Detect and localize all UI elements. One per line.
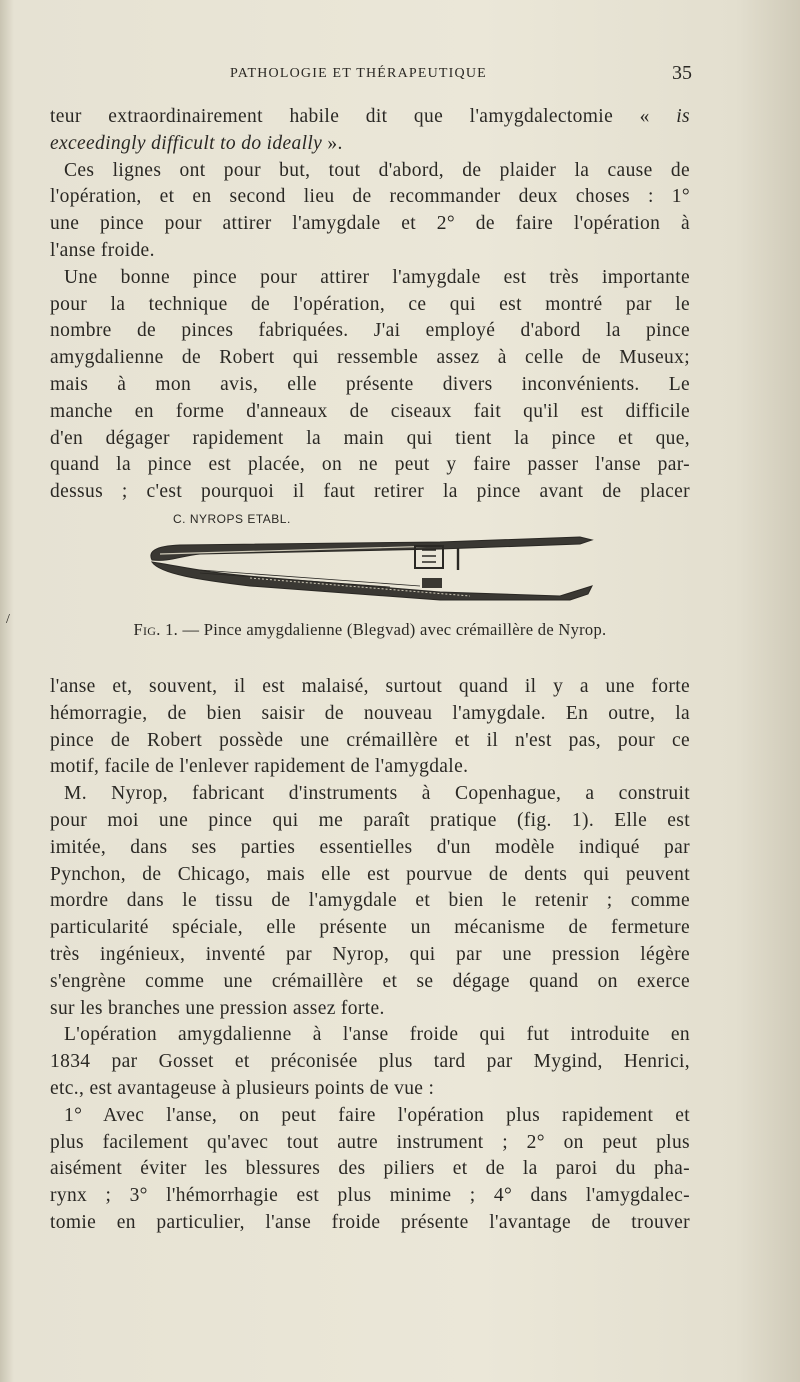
engraver-label: C. NYROPS ETABL. [173, 512, 291, 526]
text-line [50, 345, 690, 372]
text-line [50, 1022, 690, 1049]
text-line [50, 265, 690, 292]
text-run: Pynchon, de Chicago, mais elle est pourvue de dents qui peuvent [50, 863, 690, 885]
text-run: manche en forme d'anneaux de ciseaux fait qu'il est difficile [50, 400, 690, 422]
text-run: plus facilement qu'avec tout autre instrument ; 2° on peut plus [50, 1131, 690, 1153]
text-run: l'opération, et en second lieu de recommander deux choses : 1° [50, 186, 690, 208]
text-run: 1° Avec l'anse, on peut faire l'opération plus rapidement et [64, 1104, 690, 1126]
text-line [50, 1076, 690, 1103]
text-run: mais à mon avis, elle présente divers inconvénients. Le [50, 373, 690, 395]
text-line [50, 318, 690, 345]
text-line [50, 426, 690, 453]
text-line [50, 158, 690, 185]
text-line [50, 1183, 690, 1210]
text-line [50, 754, 690, 781]
page-number: 35 [672, 62, 692, 84]
text-run: l'anse et, souvent, il est malaisé, surtout quand il y a une forte [50, 676, 690, 697]
body-text-before-figure [50, 104, 690, 506]
text-run: particularité spéciale, elle présente un mécanisme de fermeture [50, 917, 690, 939]
text-run: une pince pour attirer l'amygdale et 2° de faire l'opération à [50, 213, 690, 235]
caption-prefix: Fig. 1. [133, 620, 179, 639]
text-line [50, 399, 690, 426]
text-line [50, 862, 690, 889]
tonsil-forceps-illustration [140, 530, 610, 608]
text-line [50, 292, 690, 319]
text-run: Une bonne pince pour attirer l'amygdale est très importante [64, 266, 690, 288]
text-run: amygdalienne de Robert qui ressemble assez à celle de Museux; [50, 347, 690, 369]
text-run: 1834 par Gosset et préconisée plus tard par Mygind, Henrici, [50, 1051, 690, 1073]
text-line [50, 915, 690, 942]
text-run: imitée, dans ses parties essentielles d'un modèle indiqué par [50, 836, 690, 858]
running-title: PATHOLOGIE ET THÉRAPEUTIQUE [230, 66, 487, 81]
text-run: motif, facile de l'enlever rapidement de l'amygdale. [50, 756, 469, 778]
text-line [50, 184, 690, 211]
text-run: quand la pince est placée, on ne peut y faire passer l'anse par- [50, 454, 690, 476]
text-line [50, 996, 690, 1023]
text-line [50, 104, 690, 131]
text-run: ». [322, 132, 343, 154]
text-run: pour la technique de l'opération, ce qui est montré par le [50, 293, 690, 315]
margin-mark: / [6, 612, 10, 627]
text-line [50, 131, 690, 158]
text-run: très ingénieux, inventé par Nyrop, qui par une pression légère [50, 943, 690, 965]
text-line [50, 969, 690, 996]
text-run: tomie en particulier, l'anse froide présente l'avantage de trouver [50, 1211, 690, 1233]
text-line [50, 479, 690, 506]
text-run: dessus ; c'est pourquoi il faut retirer la pince avant de placer [50, 481, 690, 503]
text-run: etc., est avantageuse à plusieurs points de vue : [50, 1077, 435, 1099]
text-run: pour moi une pince qui me paraît pratique (fig. 1). Elle est [50, 809, 690, 831]
text-line [50, 1049, 690, 1076]
text-run: hémorragie, de bien saisir de nouveau l'amygdale. En outre, la [50, 702, 690, 724]
text-run: teur extraordinairement habile dit que l'amygdalectomie « [50, 106, 677, 127]
figure-1 [140, 508, 610, 608]
text-line [50, 701, 690, 728]
italic-text: exceedingly difficult to do ideally [50, 132, 323, 154]
forceps-upper-branch [151, 537, 592, 560]
text-line [50, 1130, 690, 1157]
running-head [50, 62, 692, 86]
text-run: sur les branches une pression assez forte. [50, 997, 385, 1019]
caption-text: — Pince amygdalienne (Blegvad) avec crémaillère de Nyrop. [178, 620, 607, 639]
text-line [50, 1210, 690, 1237]
text-line [50, 728, 690, 755]
text-line [50, 211, 690, 238]
text-line [50, 1103, 690, 1130]
text-run: nombre de pinces fabriquées. J'ai employé d'abord la pince [50, 320, 690, 342]
text-line [50, 238, 690, 265]
text-line [50, 372, 690, 399]
text-line [50, 674, 690, 701]
figure-caption [40, 620, 700, 640]
text-run: l'anse froide. [50, 239, 155, 261]
body-text-after-figure [50, 674, 690, 1237]
text-run: s'engrène comme une crémaillère et se dégage quand on exerce [50, 970, 690, 992]
text-run: L'opération amygdalienne à l'anse froide qui fut introduite en [64, 1024, 690, 1046]
text-line [50, 452, 690, 479]
text-line [50, 781, 690, 808]
forceps-lower-branch [152, 562, 592, 600]
text-run: mordre dans le tissu de l'amygdale et bien le retenir ; comme [50, 890, 690, 912]
text-line [50, 835, 690, 862]
italic-text: is [676, 106, 690, 127]
text-run: rynx ; 3° l'hémorrhagie est plus minime ; 4° dans l'amygdalec- [50, 1185, 690, 1207]
text-run: M. Nyrop, fabricant d'instruments à Copenhague, a construit [64, 783, 690, 805]
text-line [50, 888, 690, 915]
text-run: aisément éviter les blessures des piliers et de la paroi du pha- [50, 1158, 690, 1180]
text-run: d'en dégager rapidement la main qui tient la pince et que, [50, 427, 690, 449]
text-run: Ces lignes ont pour but, tout d'abord, de plaider la cause de [64, 159, 690, 181]
text-line [50, 1156, 690, 1183]
text-line [50, 942, 690, 969]
text-run: pince de Robert possède une crémaillère et il n'est pas, pour ce [50, 729, 690, 751]
text-line [50, 808, 690, 835]
